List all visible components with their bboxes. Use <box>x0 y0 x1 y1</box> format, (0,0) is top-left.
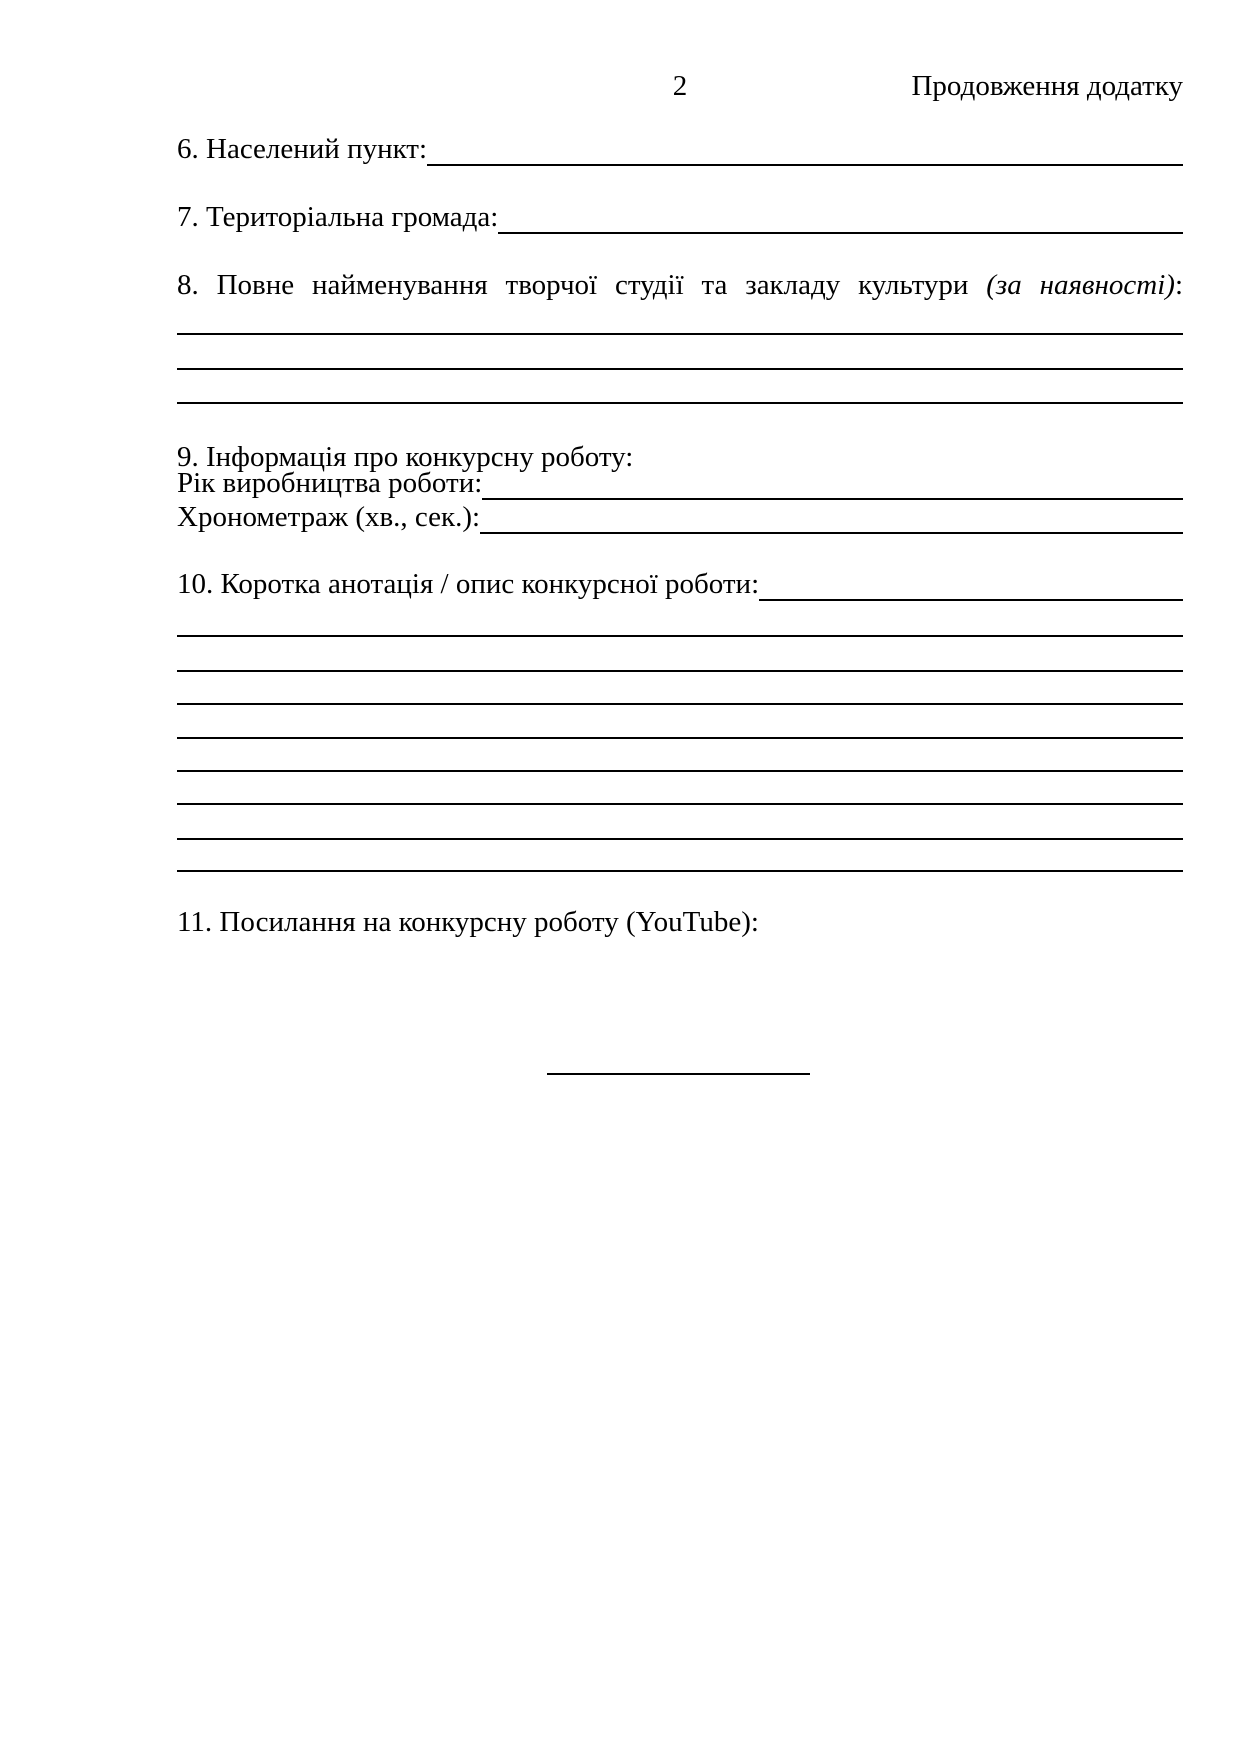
blank-line <box>177 402 1183 404</box>
blank-line <box>177 368 1183 370</box>
blank-line <box>177 670 1183 672</box>
field-annotation-label: 10. Коротка анотація / опис конкурсної роботи: <box>177 567 760 600</box>
field-territorial-community <box>177 200 1183 234</box>
field-annotation-line <box>759 599 1183 601</box>
field-studio-name-label-colon: : <box>1174 269 1183 301</box>
field-timing-label: Хронометраж (хв., сек.): <box>177 500 481 533</box>
blank-line <box>177 333 1183 335</box>
header-continuation-label: Продовження додатку <box>911 70 1183 102</box>
blank-line <box>177 870 1183 872</box>
field-territorial-community-line <box>498 232 1183 234</box>
blank-line <box>177 803 1183 805</box>
signature-line <box>547 1073 810 1075</box>
field-timing-line <box>480 532 1183 534</box>
field-studio-name-label-main: 8. Повне найменування творчої студії та закладу культури <box>177 269 987 301</box>
field-production-year-label: Рік виробництва роботи: <box>177 466 483 499</box>
blank-line <box>177 770 1183 772</box>
blank-line <box>177 703 1183 705</box>
page-header <box>177 70 1183 104</box>
blank-line <box>177 635 1183 637</box>
blank-line <box>177 838 1183 840</box>
field-studio-name-label-note: (за наявності) <box>986 269 1175 301</box>
field-territorial-community-label: 7. Територіальна громада: <box>177 200 499 233</box>
page-content <box>177 0 1183 1755</box>
field-settlement <box>177 132 1183 166</box>
field-youtube-link-label: 11. Посилання на конкурсну роботу (YouTube): <box>177 906 759 938</box>
field-production-year-line <box>482 498 1183 500</box>
page-number: 2 <box>672 70 688 102</box>
field-production-year <box>177 466 1183 500</box>
section-contest-work-info-heading: 9. Інформація про конкурсну роботу: <box>177 441 634 473</box>
field-annotation <box>177 567 1183 601</box>
field-timing <box>177 500 1183 534</box>
blank-line <box>177 737 1183 739</box>
field-settlement-label: 6. Населений пункт: <box>177 132 428 165</box>
field-studio-name-label <box>177 269 1183 302</box>
field-settlement-line <box>427 164 1183 166</box>
